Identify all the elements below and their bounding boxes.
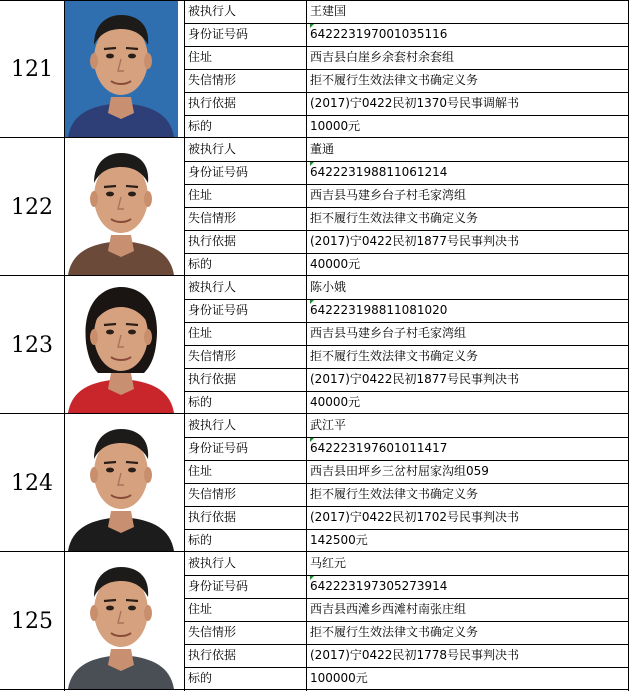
field-label-basis: 执行依据 [188, 234, 237, 248]
record-number: 123 [11, 332, 53, 358]
grid-line [184, 299, 629, 300]
grid-line [0, 0, 629, 1]
field-value-id: 642223198811061214 [310, 165, 448, 179]
field-label-name: 被执行人 [188, 418, 237, 432]
grid-line [184, 483, 629, 484]
field-row-situation [184, 483, 629, 506]
field-label-amount: 标的 [188, 533, 213, 547]
field-label-id: 身份证号码 [188, 27, 249, 41]
grid-line [184, 391, 629, 392]
field-label-address: 住址 [188, 50, 213, 64]
field-label-address: 住址 [188, 188, 213, 202]
field-value-address: 西吉县田坪乡三岔村屈家沟组059 [310, 464, 489, 478]
field-row-id [184, 299, 629, 322]
person-photo [64, 277, 178, 413]
field-value-amount: 10000元 [310, 119, 361, 133]
field-row-address [184, 46, 629, 69]
grid-line [184, 23, 629, 24]
field-row-id [184, 23, 629, 46]
field-row-amount [184, 253, 629, 276]
field-label-id: 身份证号码 [188, 441, 249, 455]
field-row-address [184, 460, 629, 483]
field-row-address [184, 184, 629, 207]
field-value-id: 642223197601011417 [310, 441, 448, 455]
field-label-name: 被执行人 [188, 142, 237, 156]
grid-line [184, 230, 629, 231]
field-value-situation: 拒不履行生效法律文书确定义务 [310, 211, 479, 225]
person-photo [64, 553, 178, 689]
field-row-situation [184, 345, 629, 368]
field-label-basis: 执行依据 [188, 372, 237, 386]
field-row-address [184, 322, 629, 345]
field-row-amount [184, 529, 629, 552]
field-label-basis: 执行依据 [188, 648, 237, 662]
person-photo [64, 1, 178, 137]
person-photo [64, 139, 178, 275]
grid-line [64, 0, 65, 691]
field-label-amount: 标的 [188, 119, 213, 133]
grid-line [184, 322, 629, 323]
field-row-amount [184, 667, 629, 690]
field-label-amount: 标的 [188, 257, 213, 271]
field-value-basis: (2017)宁0422民初1877号民事判决书 [310, 234, 519, 248]
field-row-amount [184, 391, 629, 414]
grid-line [184, 345, 629, 346]
grid-line [184, 69, 629, 70]
grid-line [184, 460, 629, 461]
grid-line [184, 575, 629, 576]
field-label-situation: 失信情形 [188, 73, 237, 87]
field-row-name [184, 276, 629, 299]
field-value-id: 642223197001035116 [310, 27, 448, 41]
field-row-basis [184, 368, 629, 391]
field-value-amount: 100000元 [310, 671, 368, 685]
field-row-situation [184, 621, 629, 644]
field-row-basis [184, 92, 629, 115]
grid-line [184, 621, 629, 622]
field-label-situation: 失信情形 [188, 487, 237, 501]
field-label-address: 住址 [188, 326, 213, 340]
field-label-basis: 执行依据 [188, 96, 237, 110]
field-row-basis [184, 506, 629, 529]
field-row-id [184, 575, 629, 598]
field-row-name [184, 552, 629, 575]
field-value-name: 王建国 [310, 4, 347, 18]
grid-line [184, 506, 629, 507]
field-value-situation: 拒不履行生效法律文书确定义务 [310, 625, 479, 639]
grid-line [184, 437, 629, 438]
field-value-amount: 142500元 [310, 533, 368, 547]
field-label-address: 住址 [188, 464, 213, 478]
field-label-situation: 失信情形 [188, 211, 237, 225]
record-number: 125 [11, 608, 53, 634]
field-value-address: 西吉县白崖乡余套村余套组 [310, 50, 455, 64]
field-value-amount: 40000元 [310, 257, 361, 271]
field-value-basis: (2017)宁0422民初1877号民事判决书 [310, 372, 519, 386]
field-row-situation [184, 69, 629, 92]
field-value-situation: 拒不履行生效法律文书确定义务 [310, 487, 479, 501]
field-row-name [184, 0, 629, 23]
field-label-name: 被执行人 [188, 280, 237, 294]
record-number: 121 [11, 56, 53, 82]
record-number: 124 [11, 470, 53, 496]
grid-line [184, 184, 629, 185]
record-number: 122 [11, 194, 53, 220]
person-photo [64, 415, 178, 551]
field-label-name: 被执行人 [188, 556, 237, 570]
field-value-address: 西吉县马建乡台子村毛家湾组 [310, 188, 467, 202]
grid-line [184, 161, 629, 162]
grid-line [184, 644, 629, 645]
field-row-id [184, 437, 629, 460]
field-label-address: 住址 [188, 602, 213, 616]
field-value-name: 董通 [310, 142, 335, 156]
field-value-name: 武江平 [310, 418, 347, 432]
field-value-basis: (2017)宁0422民初1702号民事判决书 [310, 510, 519, 524]
field-row-name [184, 138, 629, 161]
field-label-amount: 标的 [188, 671, 213, 685]
field-value-basis: (2017)宁0422民初1370号民事调解书 [310, 96, 519, 110]
grid-line [0, 689, 629, 690]
field-value-basis: (2017)宁0422民初1778号民事判决书 [310, 648, 519, 662]
field-row-address [184, 598, 629, 621]
field-value-situation: 拒不履行生效法律文书确定义务 [310, 349, 479, 363]
field-label-situation: 失信情形 [188, 625, 237, 639]
field-value-id: 642223198811081020 [310, 303, 448, 317]
field-row-situation [184, 207, 629, 230]
field-value-address: 西吉县西滩乡西滩村南张庄组 [310, 602, 467, 616]
grid-line [306, 0, 307, 691]
field-row-amount [184, 115, 629, 138]
field-label-id: 身份证号码 [188, 579, 249, 593]
grid-line [184, 598, 629, 599]
field-value-name: 陈小娥 [310, 280, 347, 294]
field-value-address: 西吉县马建乡台子村毛家湾组 [310, 326, 467, 340]
grid-line [184, 253, 629, 254]
grid-line [184, 207, 629, 208]
field-value-id: 642223197305273914 [310, 579, 448, 593]
field-label-id: 身份证号码 [188, 303, 249, 317]
field-label-basis: 执行依据 [188, 510, 237, 524]
field-value-amount: 40000元 [310, 395, 361, 409]
field-row-basis [184, 230, 629, 253]
grid-line [184, 529, 629, 530]
grid-line [184, 0, 185, 691]
field-row-id [184, 161, 629, 184]
field-label-id: 身份证号码 [188, 165, 249, 179]
field-label-situation: 失信情形 [188, 349, 237, 363]
grid-line [184, 46, 629, 47]
field-value-name: 马红元 [310, 556, 347, 570]
grid-line [184, 115, 629, 116]
field-value-situation: 拒不履行生效法律文书确定义务 [310, 73, 479, 87]
grid-line [184, 92, 629, 93]
field-row-basis [184, 644, 629, 667]
field-label-name: 被执行人 [188, 4, 237, 18]
field-row-name [184, 414, 629, 437]
grid-line [184, 368, 629, 369]
grid-line [184, 667, 629, 668]
field-label-amount: 标的 [188, 395, 213, 409]
